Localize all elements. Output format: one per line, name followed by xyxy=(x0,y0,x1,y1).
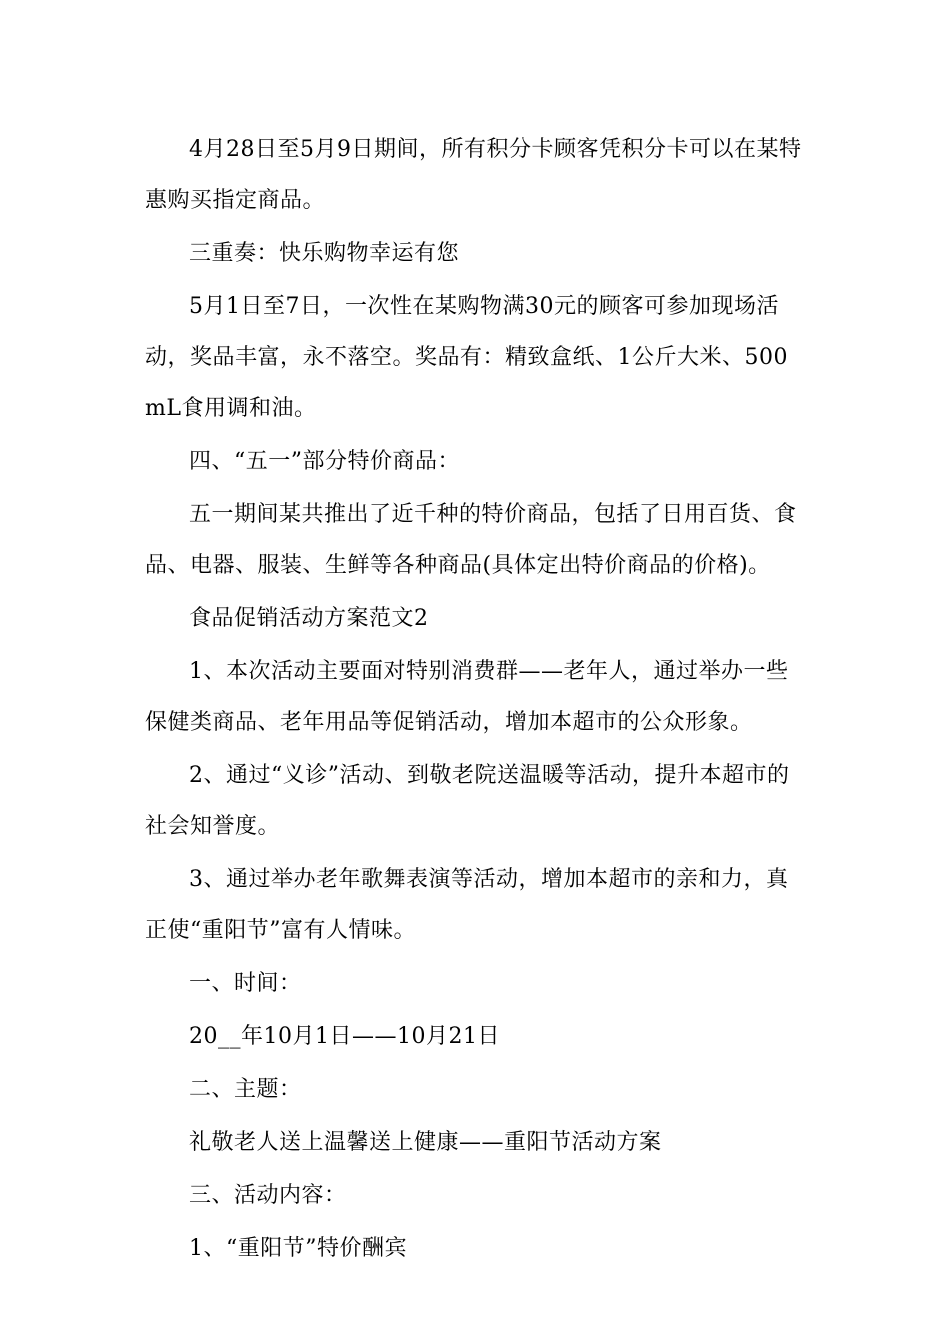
paragraph-points-card-offer: 4月28日至5月9日期间，所有积分卡顾客凭积分卡可以在某特惠购买指定商品。 xyxy=(145,137,802,213)
paragraph-third-theme: 三重奏：快乐购物幸运有您 xyxy=(189,241,460,266)
paragraph-theme: 礼敬老人送上温馨送上健康——重阳节活动方案 xyxy=(189,1130,662,1155)
section-heading-content: 三、活动内容： xyxy=(189,1183,347,1208)
paragraph-content-item-1: 1、“重阳节”特价酬宾 xyxy=(189,1236,407,1261)
section-heading-time: 一、时间： xyxy=(189,971,302,996)
document-body xyxy=(145,124,807,1276)
paragraph-special-goods: 五一期间某共推出了近千种的特价商品，包括了日用百货、食品、电器、服装、生鲜等各种商品(具体定出特价商品的价格)。 xyxy=(145,502,797,578)
paragraph-goal-2: 2、通过“义诊”活动、到敬老院送温暖等活动，提升本超市的社会知誉度。 xyxy=(145,763,790,839)
paragraph-prize-activity: 5月1日至7日，一次性在某购物满30元的顾客可参加现场活动，奖品丰富，永不落空。奖品有：精致盒纸、1公斤大米、500mL食用调和油。 xyxy=(145,294,788,421)
paragraph-goal-3: 3、通过举办老年歌舞表演等活动，增加本超市的亲和力，真正使“重阳节”富有人情味。 xyxy=(145,867,789,943)
paragraph-time-range: 20__年10月1日——10月21日 xyxy=(189,1024,500,1049)
section-heading-special-goods: 四、“五一”部分特价商品： xyxy=(189,449,460,474)
section-heading-theme: 二、主题： xyxy=(189,1077,302,1102)
paragraph-goal-1: 1、本次活动主要面对特别消费群——老年人，通过举办一些保健类商品、老年用品等促销活动，增加本超市的公众形象。 xyxy=(145,659,789,735)
section-title-sample-2: 食品促销活动方案范文2 xyxy=(189,606,429,631)
